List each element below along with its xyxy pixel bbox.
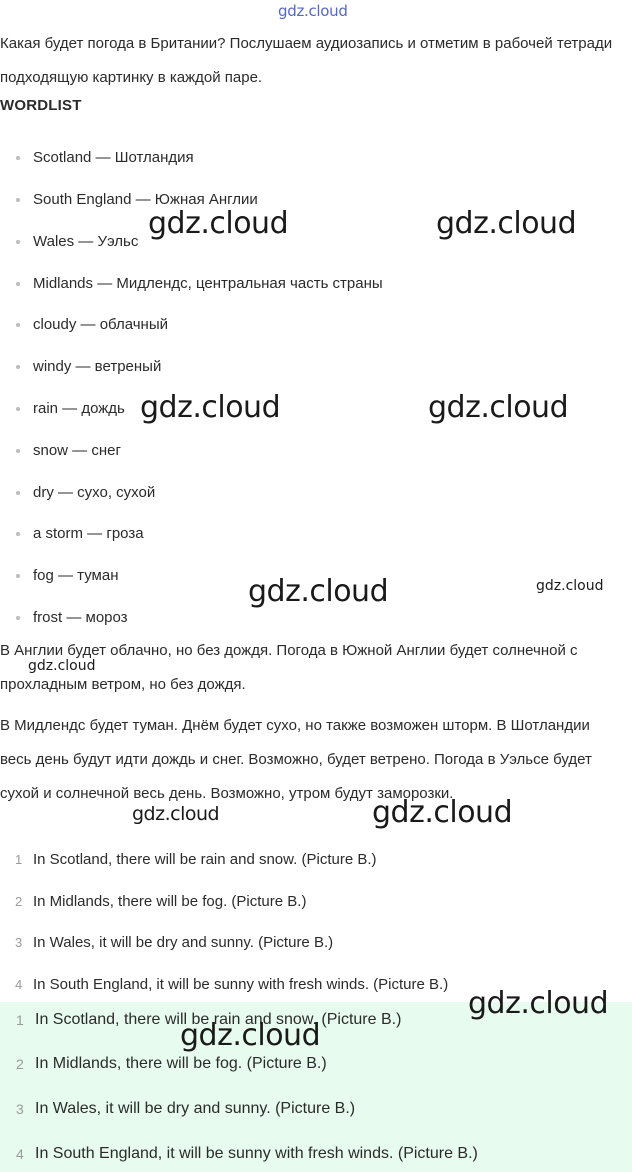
wordlist-heading: WORDLIST bbox=[0, 97, 82, 114]
list-item: a storm — гроза bbox=[33, 525, 144, 542]
bullet-icon bbox=[16, 323, 20, 327]
list-item: 4 In South England, it will be sunny with fresh winds. (Picture B.) bbox=[15, 976, 449, 993]
watermark: gdz.cloud bbox=[468, 986, 609, 1021]
watermark-top: gdz.cloud bbox=[278, 2, 348, 20]
bullet-icon bbox=[16, 491, 20, 495]
watermark: gdz.cloud bbox=[372, 795, 513, 830]
list-item: Wales — Уэльс bbox=[33, 233, 138, 250]
list-item: South England — Южная Англии bbox=[33, 191, 258, 208]
list-item: dry — сухо, сухой bbox=[33, 484, 155, 501]
watermark: gdz.cloud bbox=[132, 803, 220, 825]
list-item: snow — снег bbox=[33, 442, 121, 459]
list-item: 2 In Midlands, there will be fog. (Picture B.) bbox=[16, 1055, 327, 1072]
watermark: gdz.cloud bbox=[248, 574, 389, 609]
bullet-icon bbox=[16, 365, 20, 369]
bullet-icon bbox=[16, 240, 20, 244]
watermark: gdz.cloud bbox=[428, 390, 569, 425]
list-item: rain — дождь bbox=[33, 400, 125, 417]
list-item: 4 In South England, it will be sunny with fresh winds. (Picture B.) bbox=[16, 1145, 478, 1162]
watermark: gdz.cloud bbox=[180, 1018, 321, 1053]
bullet-icon bbox=[16, 282, 20, 286]
bullet-icon bbox=[16, 198, 20, 202]
watermark: gdz.cloud bbox=[436, 206, 577, 241]
list-item: windy — ветреный bbox=[33, 358, 161, 375]
list-item: 1 In Scotland, there will be rain and snow. (Picture B.) bbox=[15, 851, 377, 868]
bullet-icon bbox=[16, 574, 20, 578]
list-item: cloudy — облачный bbox=[33, 316, 168, 333]
weather-paragraph-regions: В Мидлендс будет туман. Днём будет сухо, но также возможен шторм. В Шотландии весь день будут идти дождь и снег. Возможно, будет ветрено. Погода в Уэльсе будет сухой и солнечной весь день. Возможно, утром будут заморозки. bbox=[0, 717, 592, 802]
list-item: Midlands — Мидлендс, центральная часть страны bbox=[33, 275, 383, 292]
bullet-icon bbox=[16, 449, 20, 453]
weather-paragraph-england: В Англии будет облачно, но без дождя. Погода в Южной Англии будет солнечной с прохладным ветром, но без дождя. bbox=[0, 642, 578, 693]
list-item: Scotland — Шотландия bbox=[33, 149, 194, 166]
watermark: gdz.cloud bbox=[140, 390, 281, 425]
bullet-icon bbox=[16, 616, 20, 620]
list-item: 1 In Scotland, there will be rain and snow. (Picture B.) bbox=[16, 1011, 402, 1028]
bullet-icon bbox=[16, 156, 20, 160]
list-item: frost — мороз bbox=[33, 609, 128, 626]
watermark: gdz.cloud bbox=[148, 206, 289, 241]
watermark: gdz.cloud bbox=[28, 658, 96, 674]
list-item: 2 In Midlands, there will be fog. (Picture B.) bbox=[15, 893, 307, 910]
list-item: 3 In Wales, it will be dry and sunny. (Picture B.) bbox=[15, 934, 334, 951]
list-item: fog — туман bbox=[33, 567, 119, 584]
intro-paragraph: Какая будет погода в Британии? Послушаем аудиозапись и отметим в рабочей тетради подходящую картинку в каждой паре. bbox=[0, 35, 613, 86]
list-item: 3 In Wales, it will be dry and sunny. (Picture B.) bbox=[16, 1100, 356, 1117]
bullet-icon bbox=[16, 532, 20, 536]
bullet-icon bbox=[16, 407, 20, 411]
watermark: gdz.cloud bbox=[536, 578, 604, 594]
